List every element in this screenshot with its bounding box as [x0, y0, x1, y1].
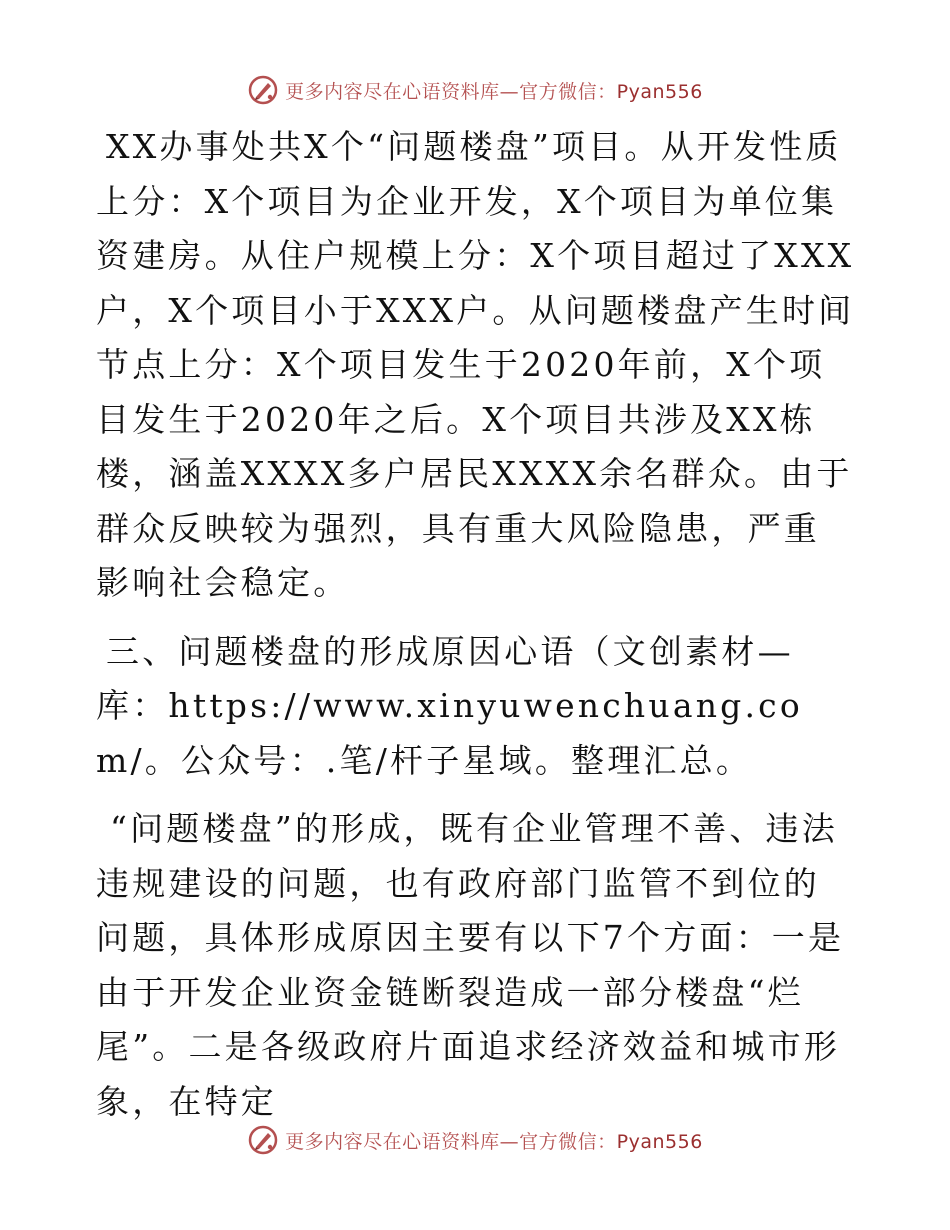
pen-seal-icon	[247, 1124, 279, 1156]
paragraph-causes: “问题楼盘”的形成，既有企业管理不善、违法违规建设的问题，也有政府部门监管不到位的问题，具体形成原因主要有以下7个方面：一是由于开发企业资金链断裂造成一部分楼盘“烂尾”。二是各级政府片面追求经济效益和城市形象，在特定	[96, 809, 845, 1121]
footer-watermark	[0, 1120, 950, 1160]
header-watermark-text: 更多内容尽在心语资料库—官方微信：Pyan556	[285, 80, 703, 103]
document-body	[96, 120, 856, 1129]
pen-seal-icon	[247, 74, 279, 106]
paragraph-section-heading: 三、问题楼盘的形成原因心语（文创素材—库：https://www.xinyuwenchuang.com/。公众号：.笔/杆子星域。整理汇总。	[96, 631, 803, 780]
header-watermark	[0, 70, 950, 110]
footer-watermark-text: 更多内容尽在心语资料库—官方微信：Pyan556	[285, 1130, 703, 1153]
paragraph-project-overview: XX办事处共X个“问题楼盘”项目。从开发性质上分：X个项目为企业开发，X个项目为单位集资建房。从住户规模上分：X个项目超过了XXX户，X个项目小于XXX户。从问题楼盘产生时间节点上分：X个项目发生于2020年前，X个项目发生于2020年之后。X个项目共涉及XX栋楼，涵盖XXXX多户居民XXXX余名群众。由于群众反映较为强烈，具有重大风险隐患，严重影响社会稳定。	[96, 127, 855, 602]
